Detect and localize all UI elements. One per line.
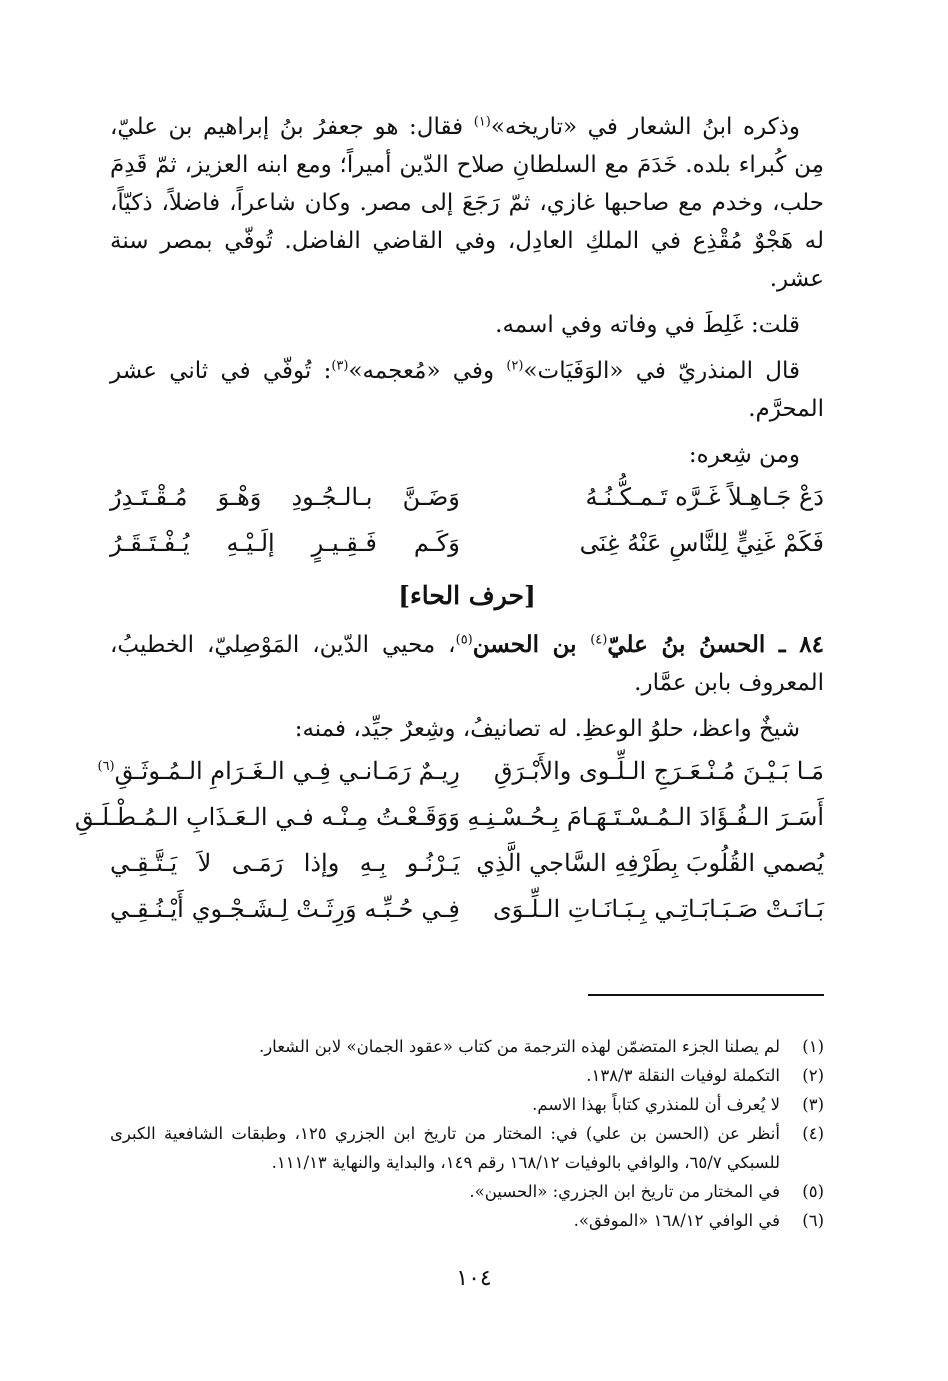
verse-second-hemistich: وَكَـم فَـقِـيـرٍ إلَـيْـهِ يُـفْـتَـقَـرُ [110, 529, 460, 557]
footnote-text: في الوافي ١٦٨/١٢ «الموفق». [573, 1211, 780, 1230]
footnote-number: (٢) [802, 1066, 824, 1085]
footnote-ref-3[interactable]: (٣) [331, 358, 349, 374]
paragraph-text: فقال: هو جعفرُ بنُ إبراهيم بن عليّ، مِن كُبراء بلده. خَدَمَ مع السلطانِ صلاح الدّين أميراً؛ ومع ابنه العزيز، ثمّ قَدِمَ حلب، وخدم مع صاحبها غازي، ثمّ رَجَعَ إلى مصر. وكان شاعراً، فاضلاً، ذكيّاً، له هَجْوٌ مُقْذِع في الملكِ العادِل، وفي القاضي الفاضل. تُوفّي بمصر سنة عشر. [110, 114, 824, 292]
footnote-number: (١) [802, 1037, 824, 1056]
footnote-text: لم يصلنا الجزء المتضمّن لهذه الترجمة من كتاب «عقود الجمان» لابن الشعار. [258, 1037, 780, 1056]
footnote-ref-4[interactable]: (٤) [590, 632, 608, 648]
footnote-text: لا يُعرف أن للمنذري كتاباً بهذا الاسم. [532, 1095, 780, 1114]
poem-1 [110, 474, 824, 566]
footnote-text: أنظر عن (الحسن بن علي) في: المختار من تاريخ ابن الجزري ١٢٥، وطبقات الشافعية الكبرى للسبكي ٦٥/٧، والوافي بالوفيات ١٦٨/١٢ رقم ١٤٩، والبداية والنهاية ١١١/١٣. [110, 1124, 780, 1172]
footnote-number: (٥) [802, 1182, 824, 1201]
verse-line [110, 886, 824, 932]
verse-first-hemistich: بَـانَـتْ صَـبَـابَـاتِـي بِـبَـانَـاتِ الـلِّـوَى [492, 895, 824, 923]
verse-line [97, 748, 824, 794]
page-number: ١٠٤ [456, 1266, 492, 1291]
verse-line [110, 520, 824, 566]
footnote [110, 1090, 824, 1119]
paragraph-description [110, 710, 824, 748]
footnote-number: (٤) [802, 1124, 824, 1143]
verse-line [110, 840, 824, 886]
footnote-ref-1[interactable]: (١) [473, 114, 491, 130]
paragraph-text: وفي «مُعجمه» [348, 358, 507, 384]
paragraph-correction [110, 306, 824, 344]
footnote [110, 1177, 824, 1206]
paragraph-text: قلت: غَلِطَ في وفاته وفي اسمه. [495, 312, 800, 338]
section-heading: [حرف الحاء] [398, 581, 536, 610]
entry-84 [110, 626, 824, 702]
paragraph-text: قال المنذريّ في «الوَفَيَات» [523, 358, 800, 384]
verse-first-hemistich: دَعْ جَـاهِـلاً غَـرَّه تَـمـكُّـنُـهُ [585, 483, 824, 511]
footnote-divider [588, 994, 824, 996]
footnote-text: التكملة لوفيات النقلة ١٣٨/٣. [586, 1066, 780, 1085]
footnote-ref-5[interactable]: (٥) [455, 632, 473, 648]
paragraph-ibn-al-shaar [110, 108, 824, 298]
entry-name: بن الحسن [472, 631, 591, 658]
footnote [110, 1206, 824, 1235]
verse-first-hemistich: أَسَـرَ الـفُـؤَادَ الـمُـسْـتَـهَـامَ بِـحُـسْـنِـهِ [467, 803, 824, 831]
entry-number: ٨٤ ـ [765, 631, 824, 658]
verse-first-hemistich: مَـا بَـيْـنَ مُـنْـعَـرَجِ الـلِّـوى والأَبْـرَقِ [493, 757, 824, 785]
verse-second-hemistich: وَضَـنَّ بـالـجُـودِ وَهْـوَ مُـقْـتَـدِرُ [110, 483, 460, 511]
main-text [74, 108, 824, 936]
verse-first-hemistich: يُصمي القُلُوبَ بِطَرْفِهِ السَّاجي الَّذِي [476, 849, 824, 877]
footnote-ref-2[interactable]: (٢) [506, 358, 524, 374]
verse-second-hemistich: وَوَقَـعْـتُ مِـنْـه فـي الـعَـذَابِ الـمُـطْـلَـقِ [74, 803, 460, 831]
entry-text: ، محيي الدّين، المَوْصِليّ، الخطيبُ، المعروف بابن عمَّار. [110, 632, 824, 696]
verse-second-hemistich: يَـرْنُـو بِـهِ وإذا رَمَـى لاَ يَـتَّـقِـي [110, 849, 460, 877]
paragraph-text: ومن شِعره: [688, 442, 800, 468]
paragraph-poem-intro [110, 436, 824, 474]
verse-line [74, 794, 824, 840]
footnote [110, 1119, 824, 1177]
paragraph-mundhiri [110, 352, 824, 428]
footnote-number: (٦) [802, 1211, 824, 1230]
paragraph-text: : تُوفّي في ثاني عشر المحرَّم. [110, 358, 824, 422]
footnote-ref-6[interactable]: (٦) [97, 759, 115, 774]
footnote [110, 1061, 824, 1090]
verse-line [110, 474, 824, 520]
paragraph-text: شيخٌ واعظ، حلوُ الوعظِ. له تصانيفُ، وشِعرٌ جيِّد، فمنه: [294, 716, 800, 742]
verse-first-hemistich: فَكَمْ غَنِيٍّ لِلنَّاسِ عَنْهُ غِنَى [579, 529, 824, 557]
entry-name: الحسنُ بنُ عليّ [607, 631, 766, 658]
footnote-number: (٣) [802, 1095, 824, 1114]
verse-text: رِيـمٌ رَمَـانـي فِـي الـغَـرَامِ الـمُـوثَـقِ [114, 757, 460, 785]
footnotes [110, 1032, 824, 1235]
verse-second-hemistich [97, 748, 460, 794]
footnote [110, 1032, 824, 1061]
footnote-text: في المختار من تاريخ ابن الجزري: «الحسين». [469, 1182, 780, 1201]
paragraph-text: وذكره ابنُ الشعار في «تاريخه» [490, 114, 800, 140]
poem-2 [74, 748, 824, 932]
verse-second-hemistich: فِـي حُـبِّـه وَرِثَـتْ لِـشَـجْـوي أَيْـنُـقِـي [110, 895, 460, 923]
